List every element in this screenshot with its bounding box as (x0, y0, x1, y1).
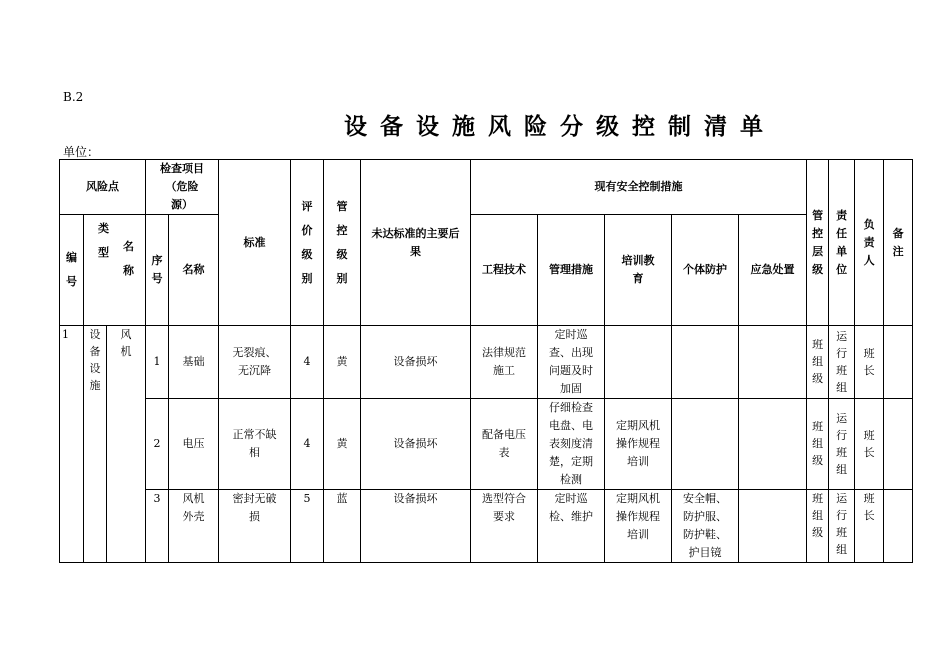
group-type: 设备设施 (84, 326, 107, 563)
row-consequence: 设备损坏 (361, 326, 471, 399)
row-management: 定时巡查、出现问题及时加固 (538, 326, 605, 399)
row-remark (884, 399, 913, 490)
row-ppe (672, 399, 739, 490)
row-tier: 班组级 (807, 399, 829, 490)
header-check-item: 检查项目（危险源） (146, 160, 219, 215)
header-engineering: 工程技术 (471, 215, 538, 326)
row-name: 基础 (169, 326, 219, 399)
row-tier: 班组级 (807, 326, 829, 399)
row-management: 定时巡检、维护 (538, 490, 605, 563)
table-row (60, 326, 913, 399)
row-engineering: 配备电压表 (471, 399, 538, 490)
header-standard: 标准 (219, 160, 291, 326)
header-training: 培训教育 (605, 215, 672, 326)
row-training (605, 326, 672, 399)
unit-label: 单位： (63, 145, 100, 159)
table-row (60, 399, 913, 490)
row-emergency (739, 490, 807, 563)
table-row (60, 490, 913, 563)
header-risk-point: 风险点 (60, 160, 146, 215)
row-standard: 正常不缺相 (219, 399, 291, 490)
header-resp-unit: 责任单位 (829, 160, 855, 326)
row-ppe: 安全帽、防护服、防护鞋、护目镜 (672, 490, 739, 563)
row-person: 班长 (855, 326, 884, 399)
row-person: 班长 (855, 399, 884, 490)
row-training: 定期风机操作规程培训 (605, 399, 672, 490)
header-type-name: 类型 名称 (84, 215, 146, 326)
header-resp-person: 负责人 (855, 160, 884, 326)
row-control: 黄 (324, 399, 361, 490)
row-seq: 1 (146, 326, 169, 399)
row-consequence: 设备损坏 (361, 399, 471, 490)
row-control: 黄 (324, 326, 361, 399)
row-ppe (672, 326, 739, 399)
row-person: 班长 (855, 490, 884, 563)
header-measures: 现有安全控制措施 (471, 160, 807, 215)
row-name: 风机外壳 (169, 490, 219, 563)
risk-control-table (59, 159, 913, 563)
row-unit: 运行班组 (829, 326, 855, 399)
row-control: 蓝 (324, 490, 361, 563)
row-remark (884, 326, 913, 399)
header-eval-level: 评价级别 (291, 160, 324, 326)
row-training: 定期风机操作规程培训 (605, 490, 672, 563)
header-remark: 备注 (884, 160, 913, 326)
row-eval: 5 (291, 490, 324, 563)
group-id: 1 (60, 326, 84, 563)
row-emergency (739, 326, 807, 399)
row-unit: 运行班组 (829, 399, 855, 490)
header-seq: 序号 (146, 215, 169, 326)
row-seq: 2 (146, 399, 169, 490)
header-id: 编号 (60, 215, 84, 326)
header-check-name: 名称 (169, 215, 219, 326)
row-standard: 无裂痕、无沉降 (219, 326, 291, 399)
header-ctrl-tier: 管控层级 (807, 160, 829, 326)
row-engineering: 选型符合要求 (471, 490, 538, 563)
row-eval: 4 (291, 399, 324, 490)
row-remark (884, 490, 913, 563)
row-tier: 班组级 (807, 490, 829, 563)
header-consequence: 未达标准的主要后果 (361, 160, 471, 326)
row-name: 电压 (169, 399, 219, 490)
row-consequence: 设备损坏 (361, 490, 471, 563)
document-title: 设备设施风险分级控制清单 (344, 114, 776, 140)
document-code: B.2 (63, 90, 84, 104)
header-ppe: 个体防护 (672, 215, 739, 326)
row-unit: 运行班组 (829, 490, 855, 563)
row-engineering: 法律规范施工 (471, 326, 538, 399)
header-control-level: 管控级别 (324, 160, 361, 326)
group-name: 风机 (107, 326, 146, 563)
row-seq: 3 (146, 490, 169, 563)
row-standard: 密封无破损 (219, 490, 291, 563)
row-eval: 4 (291, 326, 324, 399)
row-management: 仔细检查电盘、电表刻度清楚，定期检测 (538, 399, 605, 490)
header-management: 管理措施 (538, 215, 605, 326)
row-emergency (739, 399, 807, 490)
header-emergency: 应急处置 (739, 215, 807, 326)
